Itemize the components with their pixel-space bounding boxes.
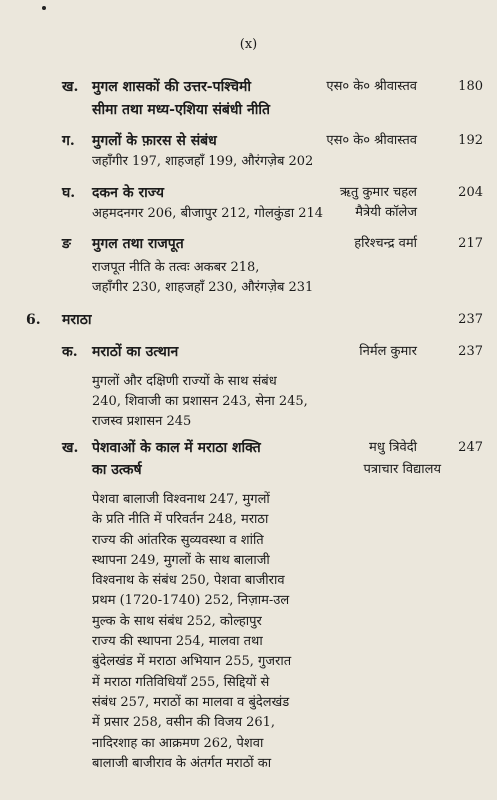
entry-subtopics: जहाँगीर 197, शाहजहाँ 199, औरंगज़ेब 202 [92, 154, 314, 169]
page-speck [42, 6, 46, 10]
entry-page: 247 [458, 440, 483, 455]
entry-page: 192 [458, 133, 483, 148]
entry-author: निर्मल कुमार [359, 344, 417, 359]
entry-subtopics: मुगलों और दक्षिणी राज्यों के साथ संबंध 240, शिवाजी का प्रशासन 243, सेना 245, राजस्व प्रशासन 245 [92, 374, 308, 429]
entry-page: 237 [458, 344, 483, 359]
entry-title: मुगल तथा राजपूत [92, 236, 184, 252]
entry-author-affiliation: मैत्रेयी कॉलेज [355, 205, 417, 220]
page-number: (x) [239, 37, 258, 52]
entry-author: एस० के० श्रीवास्तव [326, 79, 417, 94]
entry-title-line2: सीमा तथा मध्य-एशिया संबंधी नीति [92, 102, 271, 118]
entry-subtopics: अहमदनगर 206, बीजापुर 212, गोलकुंडा 214 [92, 206, 324, 221]
entry-marker: ङ [62, 236, 71, 252]
chapter-title: मराठा [62, 312, 92, 328]
entry-author: ऋतु कुमार चहल [339, 185, 417, 200]
entry-author-affiliation: पत्राचार विद्यालय [363, 462, 441, 477]
entry-title: मराठों का उत्थान [92, 344, 179, 360]
entry-title: मुगलों के फ़ारस से संबंध [92, 133, 217, 149]
entry-title: मुगल शासकों की उत्तर-पश्चिमी [92, 79, 252, 95]
entry-subtopics: पेशवा बालाजी विश्वनाथ 247, मुगलों के प्रति नीति में परिवर्तन 248, मराठा राज्य की आंतरिक सुव्यवस्था व शांति स्थापना 249, मुगलों के साथ बालाजी विश्वनाथ के संबंध 250, पेशवा बाजीराव प्रथम (1720-1740) 252, निज़ाम-उल मुल्क के साथ संबंध 252, कोल्हापुर राज्य की स्थापना 254, मालवा तथा बुंदेलखंड में मराठा अभियान 255, गुजरात में मराठा गतिविधियाँ 255, सिद्दियों से संबंध 257, मराठों का मालवा व बुंदेलखंड में प्रसार 258, वसीन की विजय 261, नादिरशाह का आक्रमण 262, पेशवा बालाजी बाजीराव के अंतर्गत मराठों का [92, 492, 292, 771]
entry-marker: क. [62, 344, 78, 360]
entry-author: मधु त्रिवेदी [369, 440, 417, 455]
entry-marker: ख. [62, 79, 79, 95]
entry-page: 204 [458, 185, 483, 200]
entry-author: हरिश्चन्द्र वर्मा [354, 236, 417, 251]
entry-title: दकन के राज्य [92, 185, 164, 201]
entry-marker: ख. [62, 440, 79, 456]
chapter-page: 237 [458, 312, 483, 327]
entry-title: पेशवाओं के काल में मराठा शक्ति [92, 440, 261, 456]
entry-author: एस० के० श्रीवास्तव [326, 133, 417, 148]
entry-page: 217 [458, 236, 483, 251]
entry-page: 180 [458, 79, 483, 94]
entry-title-line2: का उत्कर्ष [92, 462, 142, 478]
entry-marker: ग. [62, 133, 75, 149]
chapter-number: 6. [26, 312, 41, 328]
entry-marker: घ. [62, 185, 76, 201]
entry-subtopics: राजपूत नीति के तत्वः अकबर 218, जहाँगीर 230, शाहजहाँ 230, औरंगज़ेब 231 [92, 260, 314, 295]
